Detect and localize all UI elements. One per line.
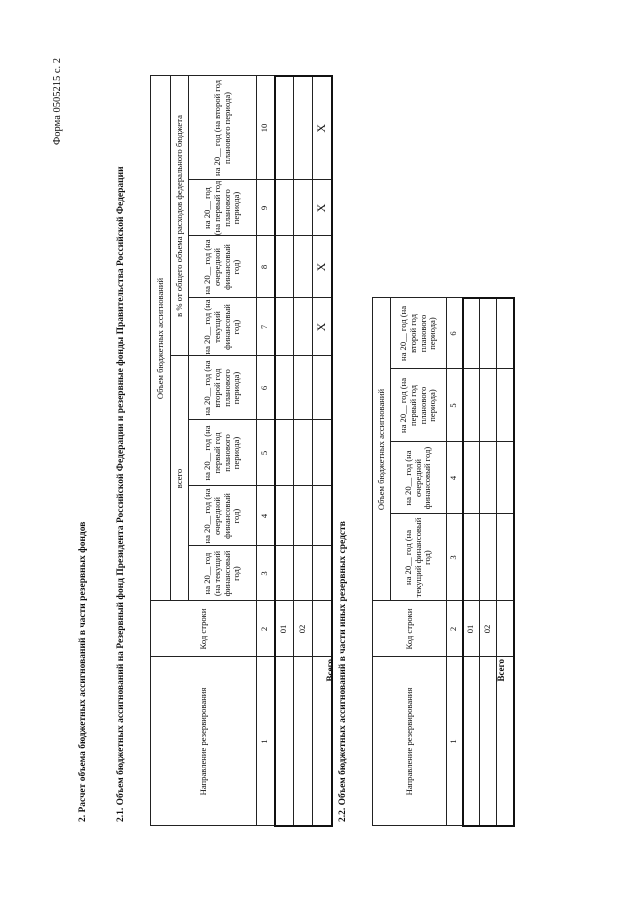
- header-code: Код строки: [151, 601, 257, 657]
- header-code: Код строки: [373, 601, 447, 657]
- col-first: на 20__ год (на первый год планового периода): [189, 420, 257, 486]
- col-num: 3: [257, 546, 275, 601]
- row-code: 02: [480, 601, 497, 657]
- cell: [275, 76, 294, 180]
- other-reserves-table: [372, 297, 515, 827]
- col-num: 4: [257, 486, 275, 546]
- col-num: 5: [447, 369, 463, 442]
- cell: [275, 236, 294, 298]
- row-code: 01: [275, 601, 294, 657]
- col-next: на 20__ год (на очередной финансовый год): [391, 442, 447, 514]
- col-first: на 20__ год (на первый год планового периода): [391, 369, 447, 442]
- header-direction: Направление резервирования: [373, 657, 447, 826]
- header-direction: Направление резервирования: [151, 657, 257, 826]
- cell: [294, 180, 313, 236]
- cell: [275, 356, 294, 420]
- col-num: 10: [257, 76, 275, 180]
- total-cell: X: [313, 298, 332, 356]
- total-cell: X: [313, 236, 332, 298]
- total-cell: X: [313, 76, 332, 180]
- col-num: 3: [447, 514, 463, 601]
- col-pct-next: на 20__ год (на очередной финансовый год): [189, 236, 257, 298]
- section-2-title: 2. Расчет объема бюджетных ассигнований в части резервных фондов: [78, 521, 88, 822]
- header-volume: Объем бюджетных ассигнований: [151, 76, 171, 601]
- cell: [294, 356, 313, 420]
- table-row: [463, 298, 480, 826]
- row-code: 02: [294, 601, 313, 657]
- col-num: 5: [257, 420, 275, 486]
- total-cell: [313, 356, 332, 420]
- col-num: 8: [257, 236, 275, 298]
- cell: [275, 546, 294, 601]
- col-num: 2: [447, 601, 463, 657]
- column-numbers-row: [257, 76, 275, 826]
- total-cell: [497, 442, 514, 514]
- col-current: на 20__ год (на текущий финансовый год): [189, 546, 257, 601]
- col-num: 2: [257, 601, 275, 657]
- cell: [480, 514, 497, 601]
- form-number: Форма 0505215 с. 2: [52, 57, 63, 145]
- row-direction: [463, 657, 480, 826]
- col-second: на 20__ год (на второй год планового периода): [189, 356, 257, 420]
- cell: [463, 369, 480, 442]
- reserve-funds-table: [150, 75, 333, 827]
- total-label: Всего: [496, 659, 506, 682]
- col-pct-current: на 20__ год (на текущий финансовый год): [189, 298, 257, 356]
- col-next: на 20__ год (на очередной финансовый год): [189, 486, 257, 546]
- column-numbers-row: [447, 298, 463, 826]
- col-pct-first: на 20__ год (на первый год планового периода): [189, 180, 257, 236]
- total-cell: [497, 514, 514, 601]
- total-label: Всего: [325, 659, 335, 682]
- row-code: 01: [463, 601, 480, 657]
- col-num: 6: [447, 298, 463, 369]
- cell: [480, 369, 497, 442]
- cell: [463, 514, 480, 601]
- total-cell: [497, 369, 514, 442]
- col-current: на 20__ год (на текущий финансовый год): [391, 514, 447, 601]
- table-row: [275, 76, 294, 826]
- cell: [463, 442, 480, 514]
- table-row: [294, 76, 313, 826]
- total-cell: X: [313, 180, 332, 236]
- cell: [275, 486, 294, 546]
- col-second: на 20__ год (на второй год планового периода): [391, 298, 447, 369]
- col-num: 7: [257, 298, 275, 356]
- total-cell: [313, 486, 332, 546]
- cell: [294, 546, 313, 601]
- row-code: [313, 601, 332, 657]
- header-total: всего: [171, 356, 189, 601]
- col-num: 1: [257, 657, 275, 826]
- cell: [294, 420, 313, 486]
- row-code: [497, 601, 514, 657]
- section-2-1-title: 2.1. Объем бюджетных ассигнований на Резервный фонд Президента Российской Федерации и резервные фонды Правительства Российской Федерации: [116, 166, 126, 822]
- table-row: [480, 298, 497, 826]
- row-direction: [480, 657, 497, 826]
- total-cell: [313, 420, 332, 486]
- col-num: 6: [257, 356, 275, 420]
- total-row: [497, 298, 514, 826]
- cell: [294, 298, 313, 356]
- cell: [463, 298, 480, 369]
- col-num: 9: [257, 180, 275, 236]
- cell: [275, 298, 294, 356]
- total-cell: [313, 546, 332, 601]
- header-percent: в % от общего объема расходов федерального бюджета: [171, 76, 189, 356]
- col-num: 4: [447, 442, 463, 514]
- cell: [294, 486, 313, 546]
- cell: [275, 180, 294, 236]
- row-direction: [275, 657, 294, 826]
- total-cell: [497, 298, 514, 369]
- section-2-2-title: 2.2. Объем бюджетных ассигнований в части иных резервных средств: [338, 521, 348, 822]
- cell: [275, 420, 294, 486]
- col-num: 1: [447, 657, 463, 826]
- cell: [480, 298, 497, 369]
- col-pct-second: на 20__ год (на второй год планового периода): [189, 76, 257, 180]
- cell: [294, 236, 313, 298]
- cell: [480, 442, 497, 514]
- row-direction: [294, 657, 313, 826]
- header-volume: Объем бюджетных ассигнований: [373, 298, 391, 601]
- cell: [294, 76, 313, 180]
